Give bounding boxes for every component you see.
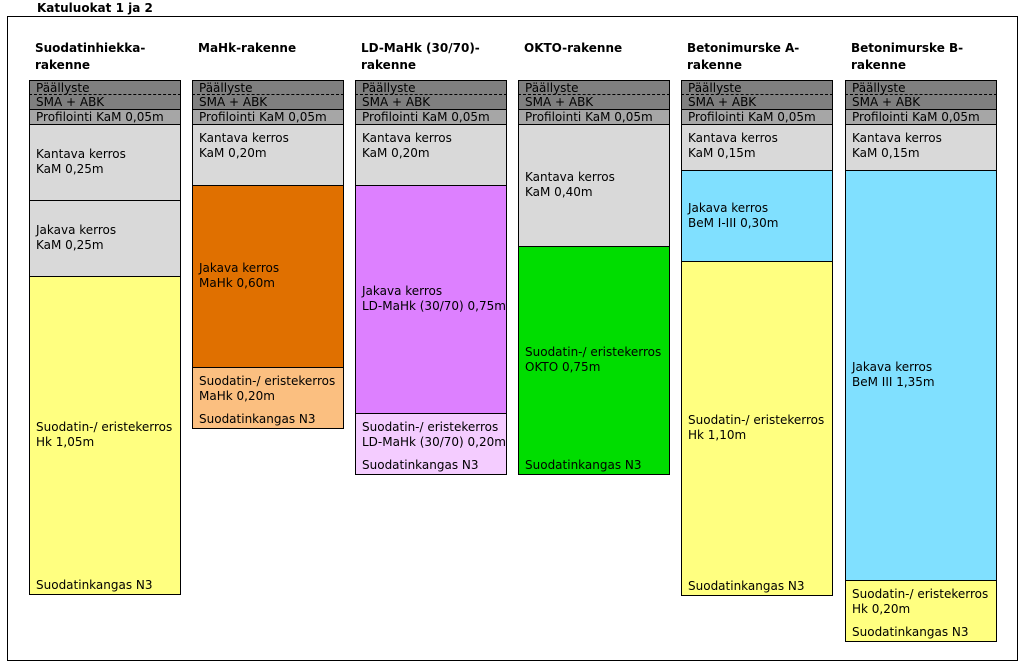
- layer: [355, 414, 507, 475]
- layer-label: Suodatin-/ eristekerros OKTO 0,75m: [525, 345, 662, 374]
- layer: [355, 95, 507, 110]
- layer-label: Jakava kerros BeM I-III 0,30m: [688, 201, 779, 230]
- layer-label: Suodatin-/ eristekerros Hk 1,10m: [688, 413, 825, 442]
- column-title: MaHk-rakenne: [198, 41, 297, 55]
- layer-label: Kantava kerros KaM 0,20m: [362, 131, 452, 160]
- layer: [29, 110, 181, 125]
- layer: [29, 125, 181, 201]
- layer-label: SMA + ABK: [362, 95, 431, 109]
- layer-label: Päällyste: [36, 81, 90, 95]
- layer-label: SMA + ABK: [688, 95, 757, 109]
- layer-label: Kantava kerros KaM 0,25m: [36, 147, 126, 176]
- layer: [518, 110, 670, 125]
- layer-label: Suodatin-/ eristekerros Hk 0,20m: [852, 587, 989, 616]
- layer: [845, 95, 997, 110]
- layer-label: Profilointi KaM 0,05m: [199, 110, 327, 124]
- layer-label: Profilointi KaM 0,05m: [525, 110, 653, 124]
- layer: [845, 125, 997, 171]
- layer: [681, 110, 833, 125]
- layer-label: SMA + ABK: [36, 95, 105, 109]
- layer: [845, 80, 997, 95]
- layer: [192, 110, 344, 125]
- layer: [681, 95, 833, 110]
- layer: [192, 80, 344, 95]
- layer-label: Suodatin-/ eristekerros LD-MaHk (30/70) 0,20m: [362, 420, 506, 449]
- layer: [355, 80, 507, 95]
- layer: [355, 125, 507, 186]
- column-title: OKTO-rakenne: [524, 41, 623, 55]
- column-title: Suodatinhiekka- rakenne: [35, 41, 146, 72]
- layer-label: Jakava kerros BeM III 1,35m: [852, 360, 935, 389]
- layer: [845, 171, 997, 581]
- layer-label: SMA + ABK: [199, 95, 268, 109]
- layer-label: Päällyste: [199, 81, 253, 95]
- layer: [192, 186, 344, 368]
- layer-label: Suodatin-/ eristekerros Hk 1,05m: [36, 420, 173, 449]
- layer-label: Suodatin-/ eristekerros MaHk 0,20m: [199, 374, 336, 403]
- layer-label: Päällyste: [362, 81, 416, 95]
- layer-label: Päällyste: [525, 81, 579, 95]
- column-title: Betonimurske B- rakenne: [851, 41, 964, 72]
- column-title: LD-MaHk (30/70)- rakenne: [361, 41, 480, 72]
- filter-fabric-label: Suodatinkangas N3: [852, 625, 969, 639]
- layer-label: Kantava kerros KaM 0,40m: [525, 170, 615, 199]
- layer: [845, 110, 997, 125]
- layer-label: Profilointi KaM 0,05m: [362, 110, 490, 124]
- layer-label: SMA + ABK: [525, 95, 594, 109]
- layer: [681, 171, 833, 262]
- layer: [681, 262, 833, 596]
- layer-label: Päällyste: [852, 81, 906, 95]
- layer-label: Profilointi KaM 0,05m: [688, 110, 816, 124]
- layer-label: Profilointi KaM 0,05m: [852, 110, 980, 124]
- layer: [192, 368, 344, 429]
- layer: [518, 247, 670, 475]
- layer: [355, 186, 507, 414]
- layer: [355, 110, 507, 125]
- layer: [518, 80, 670, 95]
- layer: [29, 80, 181, 95]
- filter-fabric-label: Suodatinkangas N3: [199, 412, 316, 426]
- layer: [681, 125, 833, 171]
- layer-label: SMA + ABK: [852, 95, 921, 109]
- layer-label: Päällyste: [688, 81, 742, 95]
- layer-label: Jakava kerros MaHk 0,60m: [199, 261, 280, 290]
- layer: [518, 125, 670, 247]
- filter-fabric-label: Suodatinkangas N3: [362, 458, 479, 472]
- layer: [192, 125, 344, 186]
- filter-fabric-label: Suodatinkangas N3: [36, 578, 153, 592]
- layer-label: Profilointi KaM 0,05m: [36, 110, 164, 124]
- layer: [29, 277, 181, 595]
- layer: [518, 95, 670, 110]
- layer-label: Jakava kerros LD-MaHk (30/70) 0,75m: [362, 284, 506, 313]
- layer-label: Kantava kerros KaM 0,20m: [199, 131, 289, 160]
- layer-label: Kantava kerros KaM 0,15m: [688, 131, 778, 160]
- layer: [681, 80, 833, 95]
- layer: [29, 201, 181, 277]
- page-title: Katuluokat 1 ja 2: [37, 1, 153, 15]
- layer: [192, 95, 344, 110]
- filter-fabric-label: Suodatinkangas N3: [525, 458, 642, 472]
- layer-label: Jakava kerros KaM 0,25m: [36, 223, 117, 252]
- filter-fabric-label: Suodatinkangas N3: [688, 579, 805, 593]
- layer-label: Kantava kerros KaM 0,15m: [852, 131, 942, 160]
- layer: [845, 581, 997, 642]
- column-title: Betonimurske A- rakenne: [687, 41, 800, 72]
- layer: [29, 95, 181, 110]
